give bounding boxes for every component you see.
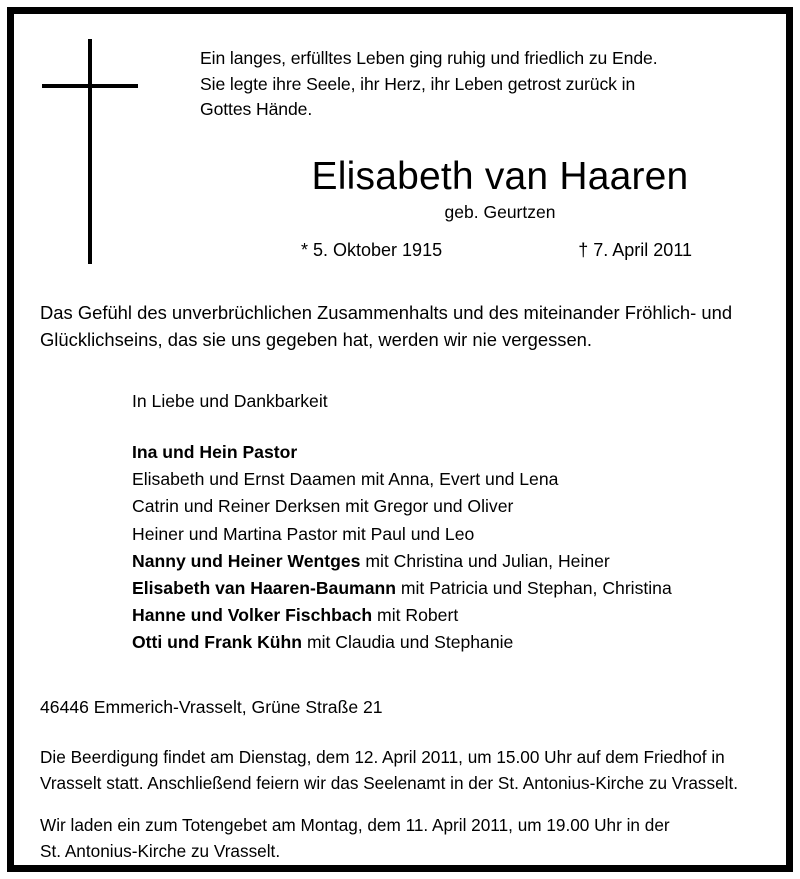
verse-line-1: Ein langes, erfülltes Leben ging ruhig und friedlich zu Ende.	[200, 48, 658, 68]
prayer-line-2: St. Antonius-Kirche zu Vrasselt.	[40, 841, 281, 861]
family-member-relatives: Catrin und Reiner Derksen mit Gregor und Oliver	[132, 496, 514, 517]
prayer-line-1: Wir laden ein zum Totengebet am Montag, dem 11. April 2011, um 19.00 Uhr in der	[40, 815, 670, 835]
memorial-line-1: Das Gefühl des unverbrüchlichen Zusammenhalts und des miteinander Fröhlich- und	[40, 302, 733, 323]
verse-line-3: Gottes Hände.	[200, 99, 313, 119]
family-member-name: Elisabeth van Haaren-Baumann	[132, 578, 396, 599]
christian-cross-icon	[36, 39, 146, 264]
service-line-1: Die Beerdigung findet am Dienstag, dem 12. April 2011, um 15.00 Uhr auf dem Friedhof in	[40, 747, 725, 767]
family-member-row	[132, 493, 750, 520]
family-member-relatives: Heiner und Martina Pastor mit Paul und Leo	[132, 523, 475, 544]
gratitude-heading: In Liebe und Dankbarkeit	[132, 391, 328, 411]
family-member-relatives: mit Patricia und Stephan, Christina	[395, 578, 672, 599]
deceased-name: Elisabeth van Haaren	[311, 155, 689, 198]
family-member-name: Ina und Hein Pastor	[132, 442, 298, 462]
family-member-name: Nanny und Heiner Wentges	[132, 550, 361, 571]
family-member-name: Otti und Frank Kühn	[132, 632, 303, 653]
family-member-row	[132, 629, 750, 656]
family-member-relatives: mit Robert	[372, 605, 459, 626]
memorial-verse	[200, 46, 760, 123]
notice-border-frame	[7, 7, 793, 872]
family-member-relatives: mit Claudia und Stephanie	[302, 632, 514, 653]
funeral-service-details	[40, 744, 755, 796]
death-date: † 7. April 2011	[578, 240, 692, 260]
life-dates	[250, 238, 750, 262]
birth-date: * 5. Oktober 1915	[301, 240, 443, 260]
verse-line-2: Sie legte ihre Seele, ihr Herz, ihr Leben getrost zurück in	[200, 73, 636, 94]
family-member-row	[132, 466, 750, 493]
family-member-row	[132, 575, 750, 602]
family-member-row	[132, 602, 750, 629]
notice-sheet	[14, 14, 786, 865]
deceased-maiden-name: geb. Geurtzen	[444, 202, 556, 222]
service-line-2: Vrasselt statt. Anschließend feiern wir das Seelenamt in der St. Antonius-Kirche zu Vrasselt.	[40, 773, 739, 793]
family-member-relatives: Elisabeth und Ernst Daamen mit Anna, Evert und Lena	[132, 469, 559, 490]
deceased-name-block	[250, 154, 750, 262]
family-member-relatives: mit Christina und Julian, Heiner	[360, 550, 610, 571]
family-member-row	[132, 521, 750, 548]
cross-horizontal-bar	[42, 84, 138, 88]
cross-vertical-bar	[88, 39, 92, 264]
prayer-invitation	[40, 812, 755, 864]
family-address: 46446 Emmerich-Vrasselt, Grüne Straße 21	[40, 697, 383, 717]
family-members-list	[132, 439, 750, 657]
memorial-paragraph	[40, 299, 752, 353]
family-member-row	[132, 548, 750, 575]
memorial-line-2: Glücklichseins, das sie uns gegeben hat, werden wir nie vergessen.	[40, 329, 593, 350]
family-member-row	[132, 439, 750, 466]
family-member-name: Hanne und Volker Fischbach	[132, 605, 373, 626]
